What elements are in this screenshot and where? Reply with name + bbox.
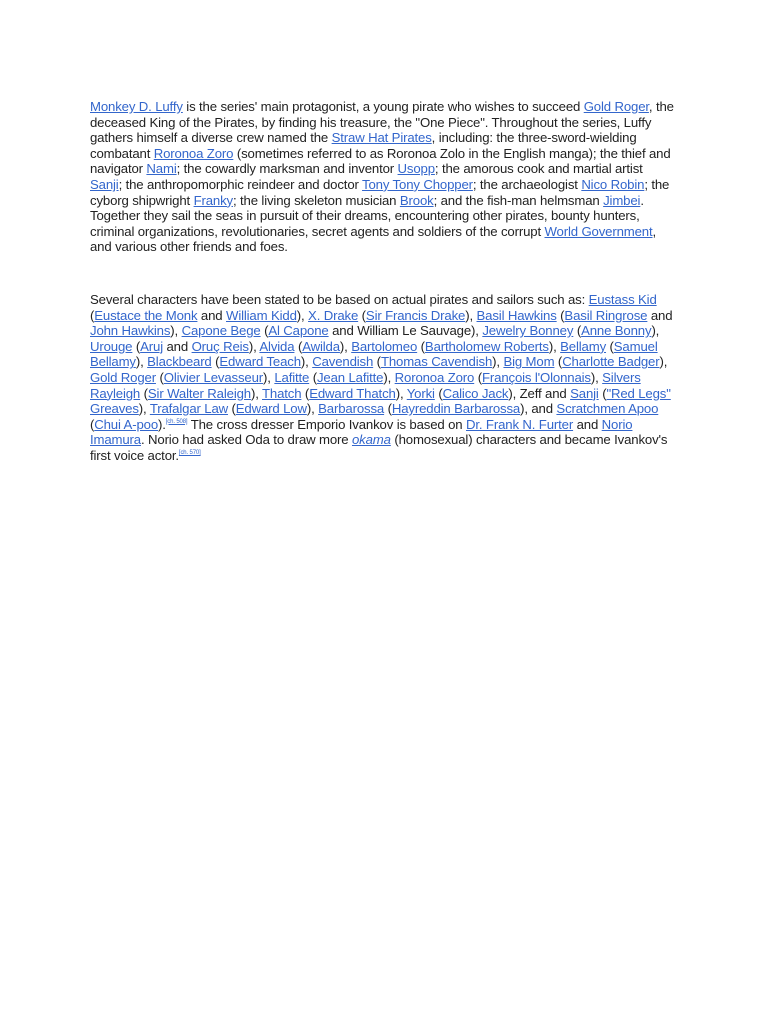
link-monkey-d-luffy[interactable]: Monkey D. Luffy: [90, 99, 183, 114]
link-alvida[interactable]: Alvida: [259, 338, 295, 354]
body-text: ),: [248, 338, 260, 354]
link-x-drake[interactable]: X. Drake: [308, 307, 359, 323]
link-francois-l-olonnais[interactable]: François l'Olonnais: [481, 369, 591, 385]
link-red-legs-greaves[interactable]: "Red Legs" Greaves: [90, 385, 671, 417]
body-text: (: [434, 385, 443, 401]
body-text: (: [260, 323, 269, 339]
link-barbarossa[interactable]: Barbarossa: [318, 401, 385, 417]
link-cavendish[interactable]: Cavendish: [312, 354, 374, 370]
body-text: (: [90, 416, 95, 432]
link-gold-roger[interactable]: Gold Roger: [583, 99, 649, 114]
link-sir-francis-drake[interactable]: Sir Francis Drake: [365, 307, 466, 323]
body-text: (: [573, 323, 582, 339]
link-oruc-reis[interactable]: Oruç Reis: [191, 338, 249, 354]
link-roronoa-zoro[interactable]: Roronoa Zoro: [153, 145, 234, 161]
body-text: , and various other friends and foes.: [90, 223, 657, 255]
body-text: (homosexual) characters and became Ivankov's first voice actor.: [90, 432, 668, 463]
body-text: (: [598, 385, 607, 401]
body-text: ),: [170, 323, 182, 339]
body-text: . Norio had asked Oda to draw more: [140, 432, 352, 448]
body-text: (: [155, 369, 164, 385]
link-norio-imamura[interactable]: Norio Imamura: [90, 416, 633, 448]
body-text: ), Zeff and: [508, 385, 571, 401]
body-text: (: [384, 401, 392, 417]
link-thomas-cavendish[interactable]: Thomas Cavendish: [380, 354, 493, 370]
link-dr-frank-n-furter[interactable]: Dr. Frank N. Furter: [466, 416, 574, 432]
body-text: ),: [263, 369, 275, 385]
link-edward-teach[interactable]: Edward Teach: [219, 354, 301, 370]
link-jewelry-bonney[interactable]: Jewelry Bonney: [482, 323, 574, 339]
body-text: and: [197, 307, 227, 323]
paragraph-main-protagonist: [90, 99, 675, 255]
link-samuel-bellamy[interactable]: Samuel Bellamy: [90, 338, 658, 370]
body-text: ), and: [520, 401, 557, 417]
body-text: (: [90, 307, 95, 323]
body-text: ),: [135, 354, 148, 370]
body-text: (: [228, 401, 236, 417]
link-brook[interactable]: Brook: [399, 192, 434, 208]
body-text: ),: [138, 401, 150, 417]
link-gold-roger[interactable]: Gold Roger: [90, 369, 156, 385]
link-sir-walter-raleigh[interactable]: Sir Walter Raleigh: [147, 385, 251, 401]
citation-link-ch-570[interactable]: [ch. 570]: [178, 449, 201, 456]
link-anne-bonny[interactable]: Anne Bonny: [581, 323, 652, 339]
body-text: ),: [339, 338, 352, 354]
link-edward-low[interactable]: Edward Low: [235, 401, 307, 417]
body-text: ),: [465, 307, 477, 323]
body-text: ; the archaeologist: [472, 176, 582, 192]
body-text: Several characters have been stated to be based on actual pirates and sailors such as:: [90, 291, 589, 307]
link-sanji[interactable]: Sanji: [570, 385, 599, 401]
link-roronoa-zoro[interactable]: Roronoa Zoro: [394, 369, 475, 385]
link-sanji[interactable]: Sanji: [90, 176, 119, 192]
link-bartholomew-roberts[interactable]: Bartholomew Roberts: [424, 338, 549, 354]
body-text: . Together they sail the seas in pursuit of their dreams, encountering other pirates, bounty hunters, criminal organizations, revolutionaries, secret agents and soldiers of the corrupt: [90, 192, 644, 239]
body-text: , including: the three-sword-wielding combatant: [90, 130, 637, 161]
link-nico-robin[interactable]: Nico Robin: [581, 176, 645, 192]
body-text: (: [474, 369, 482, 385]
body-text: (: [417, 338, 425, 354]
link-charlotte-badger[interactable]: Charlotte Badger: [562, 354, 660, 370]
link-awilda[interactable]: Awilda: [302, 338, 340, 354]
body-text: and William Le Sauvage),: [328, 323, 483, 339]
body-text: ),: [492, 354, 504, 370]
body-text: and: [573, 416, 602, 432]
link-tony-tony-chopper[interactable]: Tony Tony Chopper: [362, 176, 473, 192]
link-bellamy[interactable]: Bellamy: [560, 338, 607, 354]
body-text: ; the cowardly marksman and inventor: [176, 161, 398, 177]
link-bartolomeo[interactable]: Bartolomeo: [351, 338, 418, 354]
body-text: is the series' main protagonist, a young pirate who wishes to succeed: [182, 99, 584, 114]
body-text: , the deceased King of the Pirates, by finding his treasure, the "One Piece". Throughout the series, Luffy gathers himself a diverse crew named the: [90, 99, 674, 146]
link-franky[interactable]: Franky: [193, 192, 233, 208]
link-william-kidd[interactable]: William Kidd: [226, 307, 297, 323]
link-chui-a-poo[interactable]: Chui A-poo: [94, 416, 158, 432]
body-text: (: [132, 338, 141, 354]
body-text: ; the amorous cook and martial artist: [434, 161, 643, 177]
link-nami[interactable]: Nami: [146, 161, 177, 177]
body-text: (: [606, 338, 614, 354]
link-blackbeard[interactable]: Blackbeard: [147, 354, 212, 370]
body-text: and: [162, 338, 192, 354]
body-text: ),: [300, 354, 313, 370]
body-text: The cross dresser Emporio Ivankov is based on: [187, 416, 467, 432]
body-text: (: [556, 307, 565, 323]
link-hayreddin-barbarossa[interactable]: Hayreddin Barbarossa: [391, 401, 521, 417]
body-text: (: [140, 385, 148, 401]
citation-link-ch-508[interactable]: [ch. 508]: [165, 418, 188, 425]
body-text: ),: [548, 338, 561, 354]
link-okama[interactable]: okama: [351, 432, 391, 448]
body-text: ),: [250, 385, 262, 401]
link-jimbei[interactable]: Jimbei: [603, 192, 641, 208]
link-eustass-kid[interactable]: Eustass Kid: [588, 291, 657, 307]
body-text: (: [211, 354, 220, 370]
body-text: ),: [395, 385, 407, 401]
link-scratchmen-apoo[interactable]: Scratchmen Apoo: [556, 401, 659, 417]
link-straw-hat-pirates[interactable]: Straw Hat Pirates: [331, 130, 432, 146]
link-capone-bege[interactable]: Capone Bege: [181, 323, 261, 339]
body-text: ; the anthropomorphic reindeer and doctor: [118, 176, 363, 192]
citation-ref: [179, 450, 201, 456]
link-yorki[interactable]: Yorki: [406, 385, 435, 401]
link-big-mom[interactable]: Big Mom: [503, 354, 555, 370]
link-edward-thatch[interactable]: Edward Thatch: [309, 385, 396, 401]
link-calico-jack[interactable]: Calico Jack: [442, 385, 509, 401]
link-al-capone[interactable]: Al Capone: [268, 323, 329, 339]
link-silvers-rayleigh[interactable]: Silvers Rayleigh: [90, 369, 641, 401]
link-john-hawkins[interactable]: John Hawkins: [90, 323, 171, 339]
link-usopp[interactable]: Usopp: [397, 161, 435, 177]
body-text: ),: [651, 323, 660, 339]
body-text: (: [554, 354, 563, 370]
body-text: (: [358, 307, 366, 323]
link-eustace-the-monk[interactable]: Eustace the Monk: [94, 307, 198, 323]
body-text: (: [301, 385, 310, 401]
body-text: ),: [590, 369, 603, 385]
body-text: ),: [306, 401, 319, 417]
body-text: ),: [659, 354, 668, 370]
document-page: [90, 99, 675, 463]
body-text: (: [294, 338, 303, 354]
citation-ref: [166, 419, 188, 425]
body-text: ; the cyborg shipwright: [90, 176, 670, 208]
body-text: ).: [158, 416, 166, 432]
paragraph-character-inspirations: [90, 292, 675, 464]
link-aruj[interactable]: Aruj: [140, 338, 163, 354]
link-trafalgar-law[interactable]: Trafalgar Law: [149, 401, 229, 417]
link-basil-ringrose[interactable]: Basil Ringrose: [564, 307, 648, 323]
body-text: and: [647, 307, 673, 323]
link-jean-lafitte[interactable]: Jean Lafitte: [316, 369, 384, 385]
body-text: ),: [296, 307, 309, 323]
link-world-government[interactable]: World Government: [544, 223, 653, 239]
body-text: (: [373, 354, 381, 370]
link-urouge[interactable]: Urouge: [90, 338, 133, 354]
link-lafitte[interactable]: Lafitte: [274, 369, 310, 385]
body-text: (: [309, 369, 317, 385]
link-thatch[interactable]: Thatch: [262, 385, 302, 401]
body-text: ; and the fish-man helmsman: [433, 192, 604, 208]
link-basil-hawkins[interactable]: Basil Hawkins: [476, 307, 557, 323]
body-text: (sometimes referred to as Roronoa Zolo in the English manga); the thief and navigator: [90, 145, 671, 177]
body-text: ),: [383, 369, 395, 385]
body-text: ; the living skeleton musician: [233, 192, 400, 208]
link-olivier-levasseur[interactable]: Olivier Levasseur: [163, 369, 264, 385]
